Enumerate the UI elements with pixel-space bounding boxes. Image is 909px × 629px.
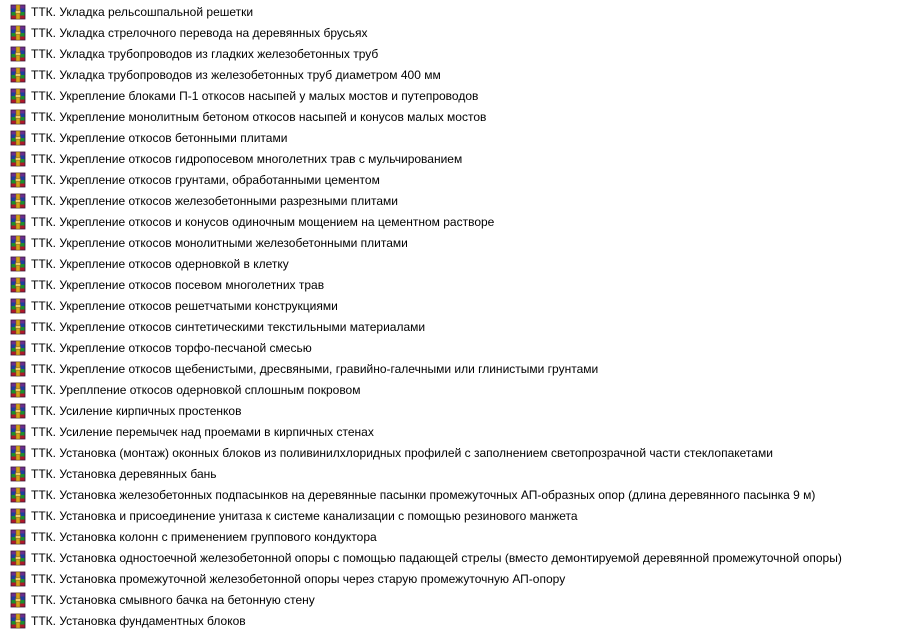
file-item[interactable] [10, 170, 380, 189]
file-name: ТТК. Укладка стрелочного перевода на деревянных брусьях [31, 25, 368, 40]
file-name: ТТК. Установка железобетонных подпасынков на деревянные пасынки промежуточных АП-образных опор (длина деревянного пасынка 9 м) [31, 487, 816, 502]
file-item[interactable] [10, 380, 360, 399]
file-name: ТТК. Уреплпение откосов одерновкой сплошным покровом [31, 382, 361, 397]
file-name: ТТК. Установка промежуточной железобетонной опоры через старую промежуточную АП-опору [31, 571, 566, 586]
winrar-archive-icon [10, 25, 26, 41]
winrar-archive-icon [10, 235, 26, 251]
winrar-archive-icon [10, 424, 26, 440]
winrar-archive-icon [10, 571, 26, 587]
file-name: ТТК. Укрепление монолитным бетоном откосов насыпей и конусов малых мостов [31, 109, 487, 124]
file-item[interactable] [10, 464, 217, 483]
file-name: ТТК. Усиление перемычек над проемами в кирпичных стенах [31, 424, 374, 439]
winrar-archive-icon [10, 277, 26, 293]
winrar-archive-icon [10, 193, 26, 209]
file-item[interactable] [10, 44, 378, 63]
file-name: ТТК. Укладка трубопроводов из гладких железобетонных труб [31, 46, 379, 61]
file-name: ТТК. Укладка рельсошпальной решетки [31, 4, 254, 19]
file-name: ТТК. Укрепление блоками П-1 откосов насыпей у малых мостов и путепроводов [31, 88, 479, 103]
winrar-archive-icon [10, 88, 26, 104]
file-name: ТТК. Укрепление откосов грунтами, обработанными цементом [31, 172, 380, 187]
winrar-archive-icon [10, 298, 26, 314]
file-name: ТТК. Установка и присоединение унитаза к системе канализации с помощью резинового манжета [31, 508, 578, 523]
winrar-archive-icon [10, 319, 26, 335]
winrar-archive-icon [10, 4, 26, 20]
file-name: ТТК. Установка фундаментных блоков [31, 613, 246, 628]
file-item[interactable] [10, 527, 377, 546]
file-item[interactable] [10, 443, 773, 462]
winrar-archive-icon [10, 361, 26, 377]
file-name: ТТК. Укрепление откосов одерновкой в клетку [31, 256, 289, 271]
winrar-archive-icon [10, 508, 26, 524]
file-item[interactable] [10, 317, 425, 336]
file-name: ТТК. Укрепление откосов торфо-песчаной смесью [31, 340, 312, 355]
file-name: ТТК. Установка (монтаж) оконных блоков из поливинилхлоридных профилей с заполнением светопрозрачной части стеклопакетами [31, 445, 773, 460]
file-item[interactable] [10, 23, 367, 42]
file-item[interactable] [10, 422, 374, 441]
file-name: ТТК. Установка деревянных бань [31, 466, 217, 481]
file-name: ТТК. Установка одностоечной железобетонной опоры с помощью падающей стрелы (вместо демонтируемой деревянной промежуточной опоры) [31, 550, 842, 565]
winrar-archive-icon [10, 403, 26, 419]
winrar-archive-icon [10, 445, 26, 461]
winrar-archive-icon [10, 529, 26, 545]
file-name: ТТК. Усиление кирпичных простенков [31, 403, 242, 418]
file-item[interactable] [10, 212, 494, 231]
file-item[interactable] [10, 65, 441, 84]
winrar-archive-icon [10, 340, 26, 356]
file-item[interactable] [10, 128, 287, 147]
winrar-archive-icon [10, 256, 26, 272]
winrar-archive-icon [10, 592, 26, 608]
file-item[interactable] [10, 149, 462, 168]
file-item[interactable] [10, 485, 815, 504]
file-item[interactable] [10, 611, 246, 629]
file-name: ТТК. Укрепление откосов и конусов одиночным мощением на цементном растворе [31, 214, 495, 229]
file-item[interactable] [10, 590, 315, 609]
winrar-archive-icon [10, 151, 26, 167]
file-item[interactable] [10, 506, 578, 525]
winrar-archive-icon [10, 466, 26, 482]
winrar-archive-icon [10, 487, 26, 503]
file-item[interactable] [10, 254, 289, 273]
winrar-archive-icon [10, 214, 26, 230]
file-item[interactable] [10, 548, 842, 567]
file-name: ТТК. Укрепление откосов щебенистыми, дресвяными, гравийно-галечными или глинистыми грунтами [31, 361, 599, 376]
winrar-archive-icon [10, 382, 26, 398]
file-item[interactable] [10, 191, 398, 210]
file-name: ТТК. Укрепление откосов монолитными железобетонными плитами [31, 235, 408, 250]
winrar-archive-icon [10, 46, 26, 62]
file-name: ТТК. Укрепление откосов железобетонными разрезными плитами [31, 193, 398, 208]
file-item[interactable] [10, 233, 408, 252]
winrar-archive-icon [10, 109, 26, 125]
file-name: ТТК. Установка смывного бачка на бетонную стену [31, 592, 315, 607]
winrar-archive-icon [10, 550, 26, 566]
file-item[interactable] [10, 107, 486, 126]
file-name: ТТК. Укрепление откосов посевом многолетних трав [31, 277, 325, 292]
file-name: ТТК. Укрепление откосов гидропосевом многолетних трав с мульчированием [31, 151, 463, 166]
file-item[interactable] [10, 359, 598, 378]
winrar-archive-icon [10, 613, 26, 629]
file-item[interactable] [10, 401, 241, 420]
winrar-archive-icon [10, 172, 26, 188]
file-item[interactable] [10, 2, 253, 21]
file-name: ТТК. Установка колонн с применением группового кондуктора [31, 529, 377, 544]
file-item[interactable] [10, 338, 312, 357]
file-name: ТТК. Укрепление откосов бетонными плитами [31, 130, 288, 145]
winrar-archive-icon [10, 67, 26, 83]
file-item[interactable] [10, 86, 478, 105]
file-item[interactable] [10, 296, 338, 315]
file-item[interactable] [10, 275, 324, 294]
file-name: ТТК. Укрепление откосов решетчатыми конструкциями [31, 298, 338, 313]
file-name: ТТК. Укладка трубопроводов из железобетонных труб диаметром 400 мм [31, 67, 441, 82]
winrar-archive-icon [10, 130, 26, 146]
file-item[interactable] [10, 569, 565, 588]
file-name: ТТК. Укрепление откосов синтетическими текстильными материалами [31, 319, 426, 334]
